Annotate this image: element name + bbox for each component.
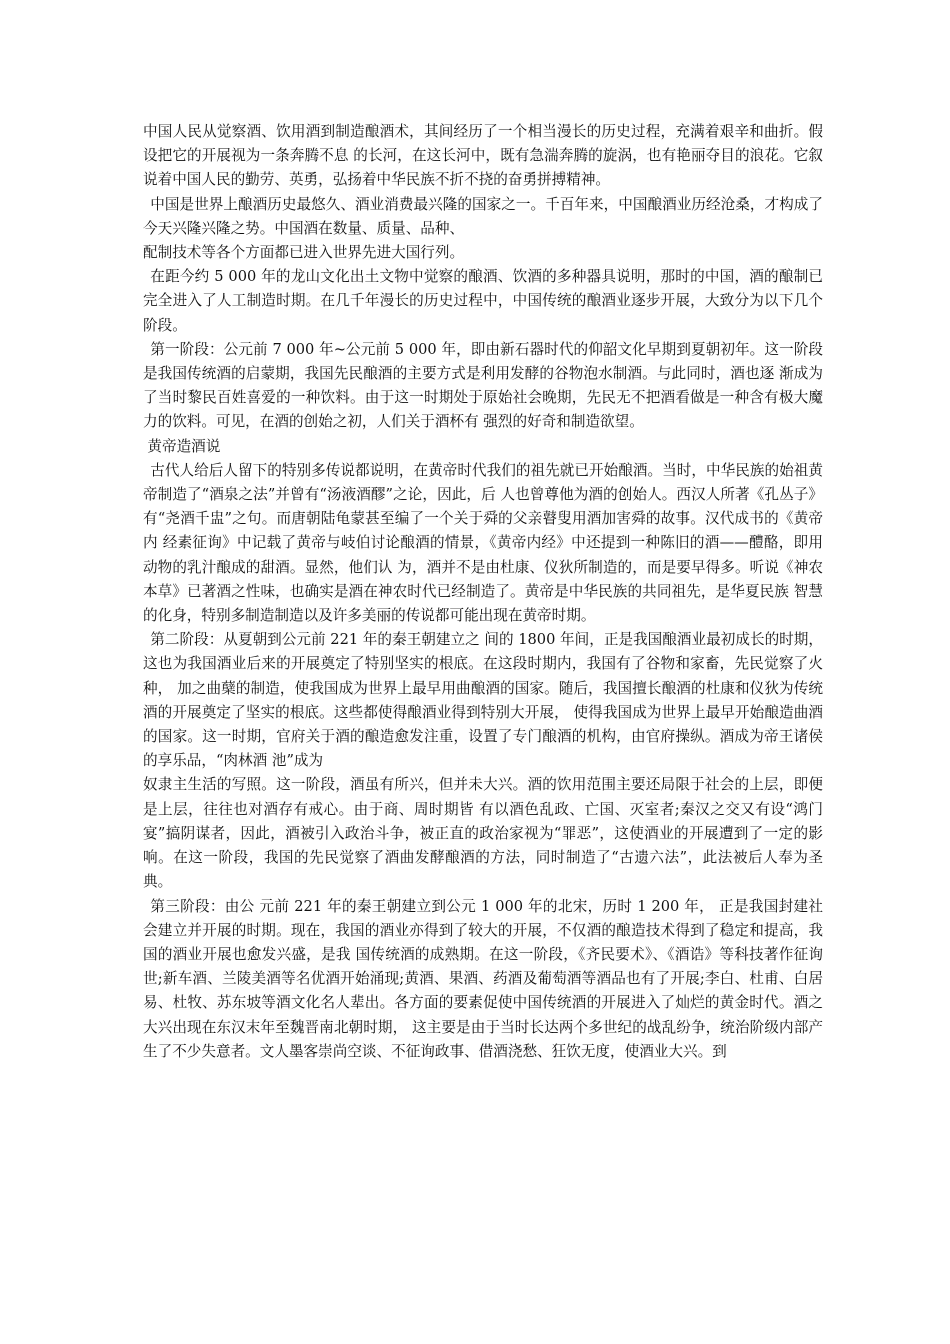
section-heading-huangdi: 黄帝造酒说: [147, 437, 221, 455]
paragraph-stage-two-cont: 奴隶主生活的写照。这一阶段，酒虽有所兴，但并未大兴。酒的饮用范围主要还局限于社会的上层，即便是上层，往往也对酒存有戒心。由于商、周时期皆 有以酒色乱政、亡国、灭室者;秦汉之交又有设“鸿门宴”搞阴谋者，因此，酒被引入政治斗争，被正直的政治家视为“罪恶”，这使酒业的开展遭到了一定的影 响。在这一阶段，我国的先民觉察了酒曲发酵酿酒的方法，同时制造了“古遗六法”，此法被后人奉为圣典。: [143, 776, 823, 891]
paragraph-huangdi: 古代人给后人留下的特别多传说都说明，在黄帝时代我们的祖先就已开始酿酒。当时，中华民族的始祖黄帝制造了“酒泉之法”并曾有“汤液酒醪”之论，因此，后 人也曾尊他为酒的创始人。西汉人所著《孔丛子》有“尧酒千盅”之句。而唐朝陆龟蒙甚至编了一个关于舜的父亲瞽叟用酒加害舜的故事。汉代成书的《黄帝内 经素征询》中记载了黄帝与岐伯讨论酿酒的情景，《黄帝内经》中还提到一种陈旧的酒——醴酪，即用动物的乳汁酿成的甜酒。显然，他们认 为，酒并不是由杜康、仪狄所制造的，而是要早得多。听说《神农本草》已著酒之性味，也确实是酒在神农时代已经制造了。黄帝是中华民族的共同祖先，是华夏民族 智慧的化身，特别多制造制造以及许多美丽的传说都可能出现在黄帝时期。: [143, 461, 823, 625]
paragraph-intro: 中国人民从觉察酒、饮用酒到制造酿酒术，其间经历了一个相当漫长的历史过程，充满着艰辛和曲折。假设把它的开展视为一条奔腾不息 的长河，在这长河中，既有急湍奔腾的旋涡，也有艳丽夺目的浪花。它叙说着中国人民的勤劳、英勇，弘扬着中华民族不折不挠的奋勇拼搏精神。: [143, 123, 823, 189]
document-body: [143, 120, 823, 1064]
paragraph-history-cont: 配制技术等各个方面都已进入世界先进大国行列。: [143, 244, 465, 262]
paragraph-stage-three: 第三阶段：由公 元前 221 年的秦王朝建立到公元 1 000 年的北宋，历时 1 200 年， 正是我国封建社会建立并开展的时期。现在，我国的酒业亦得到了较大的开展，不仅酒的酿造技术得到了稳定和提高，我国的酒业开展也愈发兴盛，是我 国传统酒的成熟期。在这一阶段，《齐民要术》、《酒诰》等科技著作征询世;新车酒、兰陵美酒等名优酒开始涌现;黄酒、果酒、药酒及葡萄酒等酒品也有了开展;李白、杜甫、白居易、杜牧、苏东坡等酒文化名人辈出。各方面的要素促使中国传统酒的开展进入了灿烂的黄金时代。酒之大兴出现在东汉末年至魏晋南北朝时期， 这主要是由于当时长达两个多世纪的战乱纷争，统治阶级内部产生了不少失意者。文人墨客崇尚空谈、不征询政事、借酒浇愁、狂饮无度，使酒业大兴。到: [143, 897, 823, 1060]
paragraph-longshan: 在距今约 5 000 年的龙山文化出土文物中觉察的酿酒、饮酒的多种器具说明，那时的中国，酒的酿制已完全进入了人工制造时期。在几千年漫长的历史过程中，中国传统的酿酒业逐步开展，大致分为以下几个阶段。: [143, 268, 823, 334]
paragraph-stage-one: 第一阶段：公元前 7 000 年~公元前 5 000 年，即由新石器时代的仰韶文化早期到夏朝初年。这一阶段是我国传统酒的启蒙期，我国先民酿酒的主要方式是利用发酵的谷物泡水制酒。与此同时，酒也逐 渐成为了当时黎民百姓喜爱的一种饮料。由于这一时期处于原始社会晚期，先民无不把酒看做是一种含有极大魔力的饮料。可见，在酒的创始之初，人们关于酒杯有 强烈的好奇和制造欲望。: [143, 340, 823, 431]
paragraph-stage-two: 第二阶段：从夏朝到公元前 221 年的秦王朝建立之 间的 1800 年间，正是我国酿酒业最初成长的时期，这也为我国酒业后来的开展奠定了特别坚实的根底。在这段时期内，我国有了谷物和家畜，先民觉察了火种， 加之曲蘖的制造，使我国成为世界上最早用曲酿酒的国家。随后，我国擅长酿酒的杜康和仪狄为传统酒的开展奠定了坚实的根底。这些都使得酿酒业得到特别大开展， 使得我国成为世界上最早开始酿造曲酒的国家。这一时期，官府关于酒的酿造愈发注重，设置了专门酿酒的机构，由官府操纵。酒成为帝王诸侯的享乐品，“肉林酒 池”成为: [143, 631, 823, 770]
paragraph-history: 中国是世界上酿酒历史最悠久、酒业消费最兴隆的国家之一。千百年来，中国酿酒业历经沧桑，才构成了今天兴隆兴隆之势。中国酒在数量、质量、品种、: [143, 195, 823, 237]
